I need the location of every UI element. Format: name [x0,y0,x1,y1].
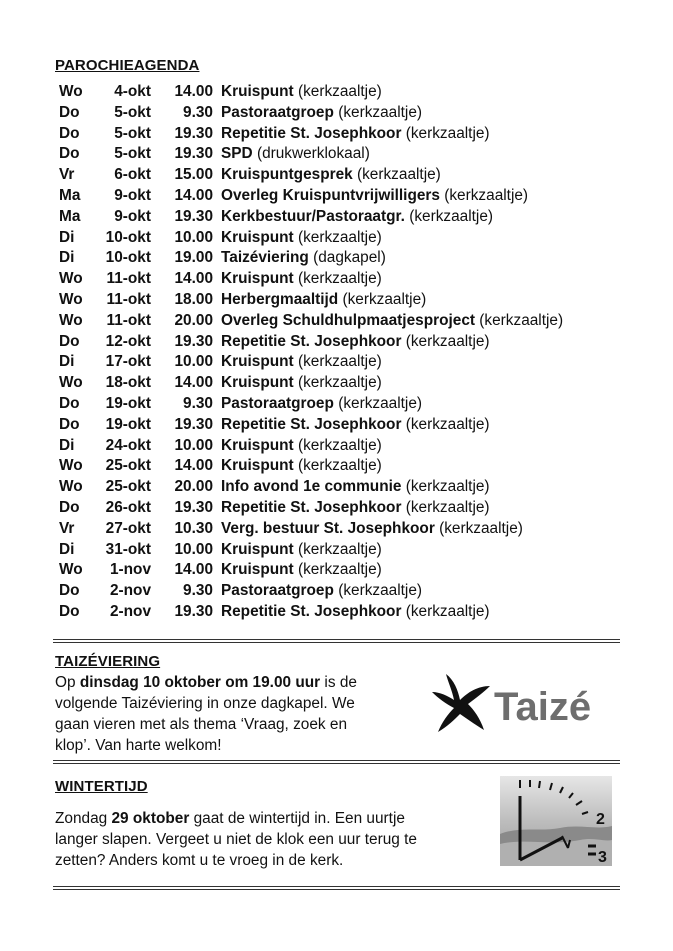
agenda-table [55,82,563,623]
agenda-day: Do [59,332,80,350]
agenda-time: 18.00 [174,290,213,308]
agenda-date: 2-nov [109,582,151,600]
agenda-event-title: Kruispunt [221,374,294,392]
agenda-row [55,165,563,186]
agenda-time: 20.00 [174,311,213,329]
agenda-event [221,498,563,519]
agenda-time: 10.00 [174,436,213,454]
agenda-time: 15.00 [174,166,213,184]
agenda-event-title: Kruispunt [221,457,294,475]
agenda-event-title: Kruispunt [221,436,294,454]
agenda-date: 1-nov [109,561,151,579]
agenda-event-location: (kerkzaaltje) [297,83,382,100]
agenda-event-location: (kerkzaaltje) [356,166,441,184]
agenda-event [221,602,563,623]
agenda-time: 20.00 [174,478,213,496]
agenda-time: 9.30 [183,582,213,600]
agenda-event-location: (kerkzaaltje) [405,415,490,433]
agenda-row [55,436,563,457]
agenda-time: 19.00 [174,249,213,267]
wintertijd-paragraph [55,808,417,871]
agenda-day: Vr [59,166,75,184]
agenda-event-location: (kerkzaaltje) [342,290,427,308]
agenda-event-location: (kerkzaaltje) [409,207,494,225]
agenda-date: 25-okt [105,457,151,475]
agenda-date: 27-okt [105,519,151,537]
taize-line-2: volgende Taizéviering in onze dagkapel. We [55,695,355,712]
agenda-time: 10.30 [174,519,213,537]
agenda-date: 2-nov [109,602,151,620]
agenda-event-location: (kerkzaaltje) [297,540,382,558]
agenda-row [55,124,563,145]
divider-2 [53,760,620,764]
agenda-row [55,394,563,415]
agenda-event-location: (kerkzaaltje) [444,186,529,204]
agenda-row [55,540,563,561]
agenda-date: 19-okt [105,415,151,433]
agenda-row [55,228,563,249]
agenda-event-title: Pastoraatgroep [221,394,334,412]
agenda-date: 17-okt [105,353,151,371]
divider-1 [53,639,620,643]
agenda-row [55,602,563,623]
wintertijd-line-3: zetten? Anders komt u te vroeg in de kerk. [55,852,344,869]
agenda-time: 19.30 [174,332,213,350]
agenda-event-location: (kerkzaaltje) [338,394,423,412]
agenda-row [55,103,563,124]
agenda-date: 6-okt [114,166,151,184]
agenda-event-title: Overleg Schuldhulpmaatjesproject [221,311,476,329]
agenda-day: Ma [59,207,81,225]
agenda-event-title: Taizéviering [221,249,309,267]
agenda-time: 14.00 [174,374,213,392]
wintertijd-line-2: langer slapen. Vergeet u niet de klok een uur terug te [55,831,417,848]
agenda-event [221,394,563,415]
agenda-day: Wo [59,457,83,475]
agenda-event-location: (kerkzaaltje) [297,561,382,579]
agenda-event [221,103,563,124]
agenda-event-title: Kerkbestuur/Pastoraatgr. [221,207,405,225]
agenda-event-location: (drukwerklokaal) [256,145,370,163]
agenda-day: Di [59,228,75,246]
agenda-row [55,290,563,311]
agenda-day: Wo [59,311,83,329]
agenda-event [221,456,563,477]
agenda-event [221,560,563,581]
agenda-event-location: (kerkzaaltje) [338,582,423,600]
agenda-event-title: Repetitie St. Josephkoor [221,415,402,433]
agenda-event-location: (kerkzaaltje) [297,270,382,288]
agenda-event-title: Info avond 1e communie [221,478,402,496]
agenda-date: 19-okt [105,394,151,412]
agenda-event-title: Repetitie St. Josephkoor [221,602,402,620]
agenda-day: Vr [59,519,75,537]
agenda-date: 5-okt [114,145,151,163]
agenda-row [55,415,563,436]
agenda-event-title: Repetitie St. Josephkoor [221,332,402,350]
agenda-event [221,124,563,145]
agenda-row [55,311,563,332]
agenda-day: Do [59,498,80,516]
divider-3 [53,886,620,890]
agenda-event-title: Pastoraatgroep [221,582,334,600]
agenda-day: Do [59,145,80,163]
agenda-day: Di [59,540,75,558]
wintertijd-heading: WINTERTIJD [55,778,148,795]
agenda-day: Ma [59,186,81,204]
agenda-event [221,144,563,165]
agenda-event-location: (kerkzaaltje) [405,124,490,142]
agenda-event-location: (kerkzaaltje) [297,374,382,392]
agenda-date: 4-okt [114,83,151,100]
agenda-date: 24-okt [105,436,151,454]
agenda-event-title: Overleg Kruispuntvrijwilligers [221,186,440,204]
agenda-day: Wo [59,561,83,579]
agenda-row [55,248,563,269]
agenda-day: Do [59,103,80,121]
agenda-heading: PAROCHIEAGENDA [55,57,200,74]
agenda-row [55,332,563,353]
agenda-date: 5-okt [114,124,151,142]
agenda-event-location: (kerkzaaltje) [405,332,490,350]
agenda-date: 10-okt [105,228,151,246]
taize-line-4: klop’. Van harte welkom! [55,737,222,754]
agenda-event [221,290,563,311]
agenda-row [55,519,563,540]
agenda-time: 19.30 [174,207,213,225]
agenda-event-location: (kerkzaaltje) [338,103,423,121]
agenda-day: Do [59,602,80,620]
agenda-date: 5-okt [114,103,151,121]
agenda-row [55,456,563,477]
agenda-time: 19.30 [174,602,213,620]
agenda-event [221,82,563,103]
agenda-event [221,186,563,207]
agenda-event-title: Kruispunt [221,540,294,558]
dove-cross-icon [432,674,490,732]
clock-number-3: 3 [598,849,607,866]
agenda-event [221,332,563,353]
agenda-day: Di [59,249,75,267]
agenda-event [221,581,563,602]
agenda-event [221,165,563,186]
agenda-event-title: Kruispunt [221,228,294,246]
agenda-event-location: (kerkzaaltje) [297,457,382,475]
agenda-time: 19.30 [174,415,213,433]
agenda-event [221,311,563,332]
agenda-event-location: (kerkzaaltje) [439,519,523,537]
agenda-event [221,248,563,269]
agenda-date: 12-okt [105,332,151,350]
agenda-time: 19.30 [174,124,213,142]
agenda-row [55,498,563,519]
taize-line-3: gaan vieren met als thema ‘Vraag, zoek en [55,716,348,733]
agenda-event-title: Kruispunt [221,561,294,579]
agenda-time: 19.30 [174,498,213,516]
agenda-day: Do [59,415,80,433]
agenda-event-location: (kerkzaaltje) [297,353,382,371]
agenda-event-title: Kruispunt [221,353,294,371]
agenda-day: Wo [59,290,83,308]
agenda-event-title: Kruispunt [221,83,294,100]
agenda-date: 25-okt [105,478,151,496]
wintertijd-line-1: Zondag 29 oktober gaat de wintertijd in. Een uurtje [55,810,405,827]
agenda-time: 19.30 [174,145,213,163]
agenda-event-title: Pastoraatgroep [221,103,334,121]
agenda-row [55,581,563,602]
agenda-date: 11-okt [106,270,151,288]
agenda-time: 9.30 [183,103,213,121]
agenda-time: 10.00 [174,353,213,371]
agenda-time: 14.00 [174,561,213,579]
agenda-row [55,477,563,498]
agenda-event-title: SPD [221,145,253,163]
agenda-day: Wo [59,478,83,496]
agenda-event-title: Kruispunt [221,270,294,288]
taize-logo [428,670,620,738]
agenda-time: 10.00 [174,540,213,558]
agenda-event-location: (kerkzaaltje) [405,602,490,620]
agenda-event [221,415,563,436]
agenda-row [55,82,563,103]
agenda-time: 10.00 [174,228,213,246]
agenda-row [55,560,563,581]
agenda-row [55,352,563,373]
agenda-date: 11-okt [106,290,151,308]
agenda-row [55,373,563,394]
agenda-event-title: Herbergmaaltijd [221,290,339,308]
agenda-event-title: Kruispuntgesprek [221,166,353,184]
agenda-day: Di [59,436,75,454]
agenda-event [221,207,563,228]
clock-image [500,776,612,866]
agenda-event [221,269,563,290]
agenda-event-title: Verg. bestuur St. Josephkoor [221,519,435,537]
agenda-day: Do [59,582,80,600]
agenda-event-location: (kerkzaaltje) [297,436,382,454]
agenda-event [221,228,563,249]
agenda-event [221,519,563,540]
clock-number-2: 2 [596,811,605,828]
agenda-event-location: (kerkzaaltje) [405,478,490,496]
agenda-date: 11-okt [106,311,151,329]
agenda-event-location: (kerkzaaltje) [297,228,382,246]
taize-paragraph [55,672,357,756]
agenda-day: Wo [59,83,83,100]
agenda-date: 9-okt [114,186,151,204]
taize-line-1: Op dinsdag 10 oktober om 19.00 uur is de [55,674,357,691]
agenda-day: Di [59,353,75,371]
agenda-time: 14.00 [174,270,213,288]
agenda-day: Do [59,124,80,142]
agenda-event [221,540,563,561]
agenda-event-title: Repetitie St. Josephkoor [221,124,402,142]
agenda-event-location: (kerkzaaltje) [405,498,490,516]
agenda-event [221,477,563,498]
agenda-row [55,207,563,228]
agenda-event-location: (dagkapel) [313,249,386,267]
agenda-row [55,144,563,165]
agenda-time: 9.30 [183,394,213,412]
agenda-date: 18-okt [105,374,151,392]
agenda-event-location: (kerkzaaltje) [479,311,564,329]
agenda-time: 14.00 [174,83,213,100]
agenda-day: Wo [59,374,83,392]
taize-logo-text: Taizé [494,685,592,729]
agenda-day: Do [59,394,80,412]
agenda-event [221,436,563,457]
agenda-date: 26-okt [105,498,151,516]
agenda-event [221,352,563,373]
agenda-time: 14.00 [174,457,213,475]
agenda-row [55,186,563,207]
agenda-date: 10-okt [105,249,151,267]
agenda-date: 9-okt [114,207,151,225]
agenda-date: 31-okt [105,540,151,558]
agenda-event [221,373,563,394]
agenda-event-title: Repetitie St. Josephkoor [221,498,402,516]
agenda-day: Wo [59,270,83,288]
taize-heading: TAIZÉVIERING [55,653,161,670]
agenda-row [55,269,563,290]
agenda-time: 14.00 [174,186,213,204]
